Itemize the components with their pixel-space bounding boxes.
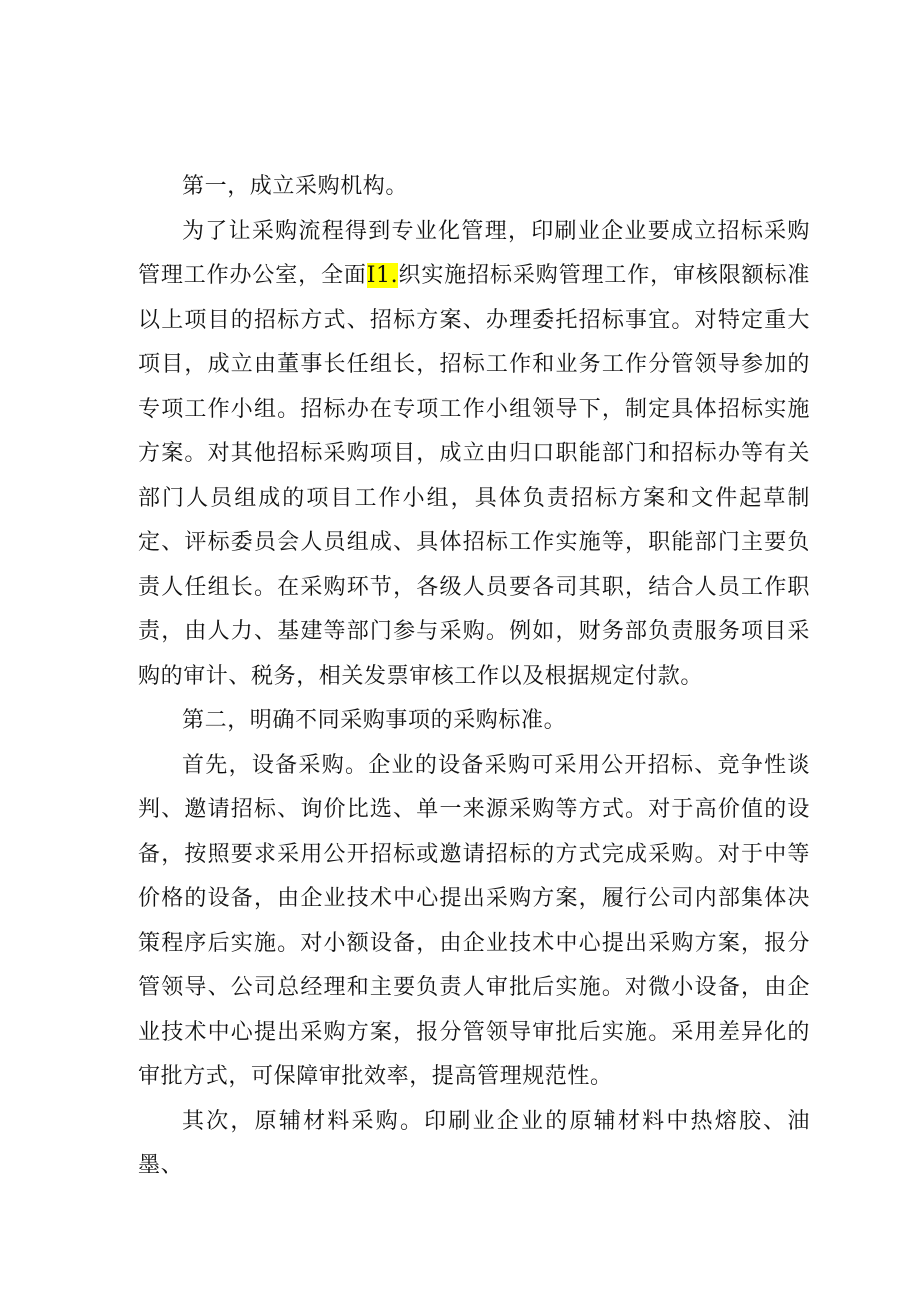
paragraph-2-text-before: 为了让采购流程得到专业化管理，印刷业企业要成立招标采购管理工作办公室，全面 bbox=[138, 218, 810, 288]
paragraph-2 bbox=[138, 210, 810, 700]
highlighted-text: I1. bbox=[366, 263, 399, 288]
paragraph-3: 第二，明确不同采购事项的采购标准。 bbox=[182, 708, 567, 733]
paragraph-2-text-after: 织实施招标采购管理工作，审核限额标准以上项目的招标方式、招标方案、办理委托招标事宜。对特定重大项目，成立由董事长任组长，招标工作和业务工作分管领导参加的专项工作小组。招标办在专项工作小组领导下，制定具体招标实施方案。对其他招标采购项目，成立由归口职能部门和招标办等有关部门人员组成的项目工作小组，具体负责招标方案和文件起草制定、评标委员会人员组成、具体招标工作实施等，职能部门主要负责人任组长。在采购环节，各级人员要各司其职，结合人员工作职责，由人力、基建等部门参与采购。例如，财务部负责服务项目采购的审计、税务，相关发票审核工作以及根据规定付款。 bbox=[138, 263, 810, 689]
paragraph-4: 首先，设备采购。企业的设备采购可采用公开招标、竞争性谈判、邀请招标、询价比选、单一来源采购等方式。对于高价值的设备，按照要求采用公开招标或邀请招标的方式完成采购。对于中等价格的设备，由企业技术中心提出采购方案，履行公司内部集体决策程序后实施。对小额设备，由企业技术中心提出采购方案，报分管领导、公司总经理和主要负责人审批后实施。对微小设备，由企业技术中心提出采购方案，报分管领导审批后实施。采用差异化的审批方式，可保障审批效率，提高管理规范性。 bbox=[138, 752, 810, 1089]
paragraph-5: 其次，原辅材料采购。印刷业企业的原辅材料中热熔胶、油墨、 bbox=[138, 1108, 810, 1178]
paragraph-1: 第一，成立采购机构。 bbox=[182, 174, 409, 199]
document-body bbox=[138, 165, 810, 1189]
